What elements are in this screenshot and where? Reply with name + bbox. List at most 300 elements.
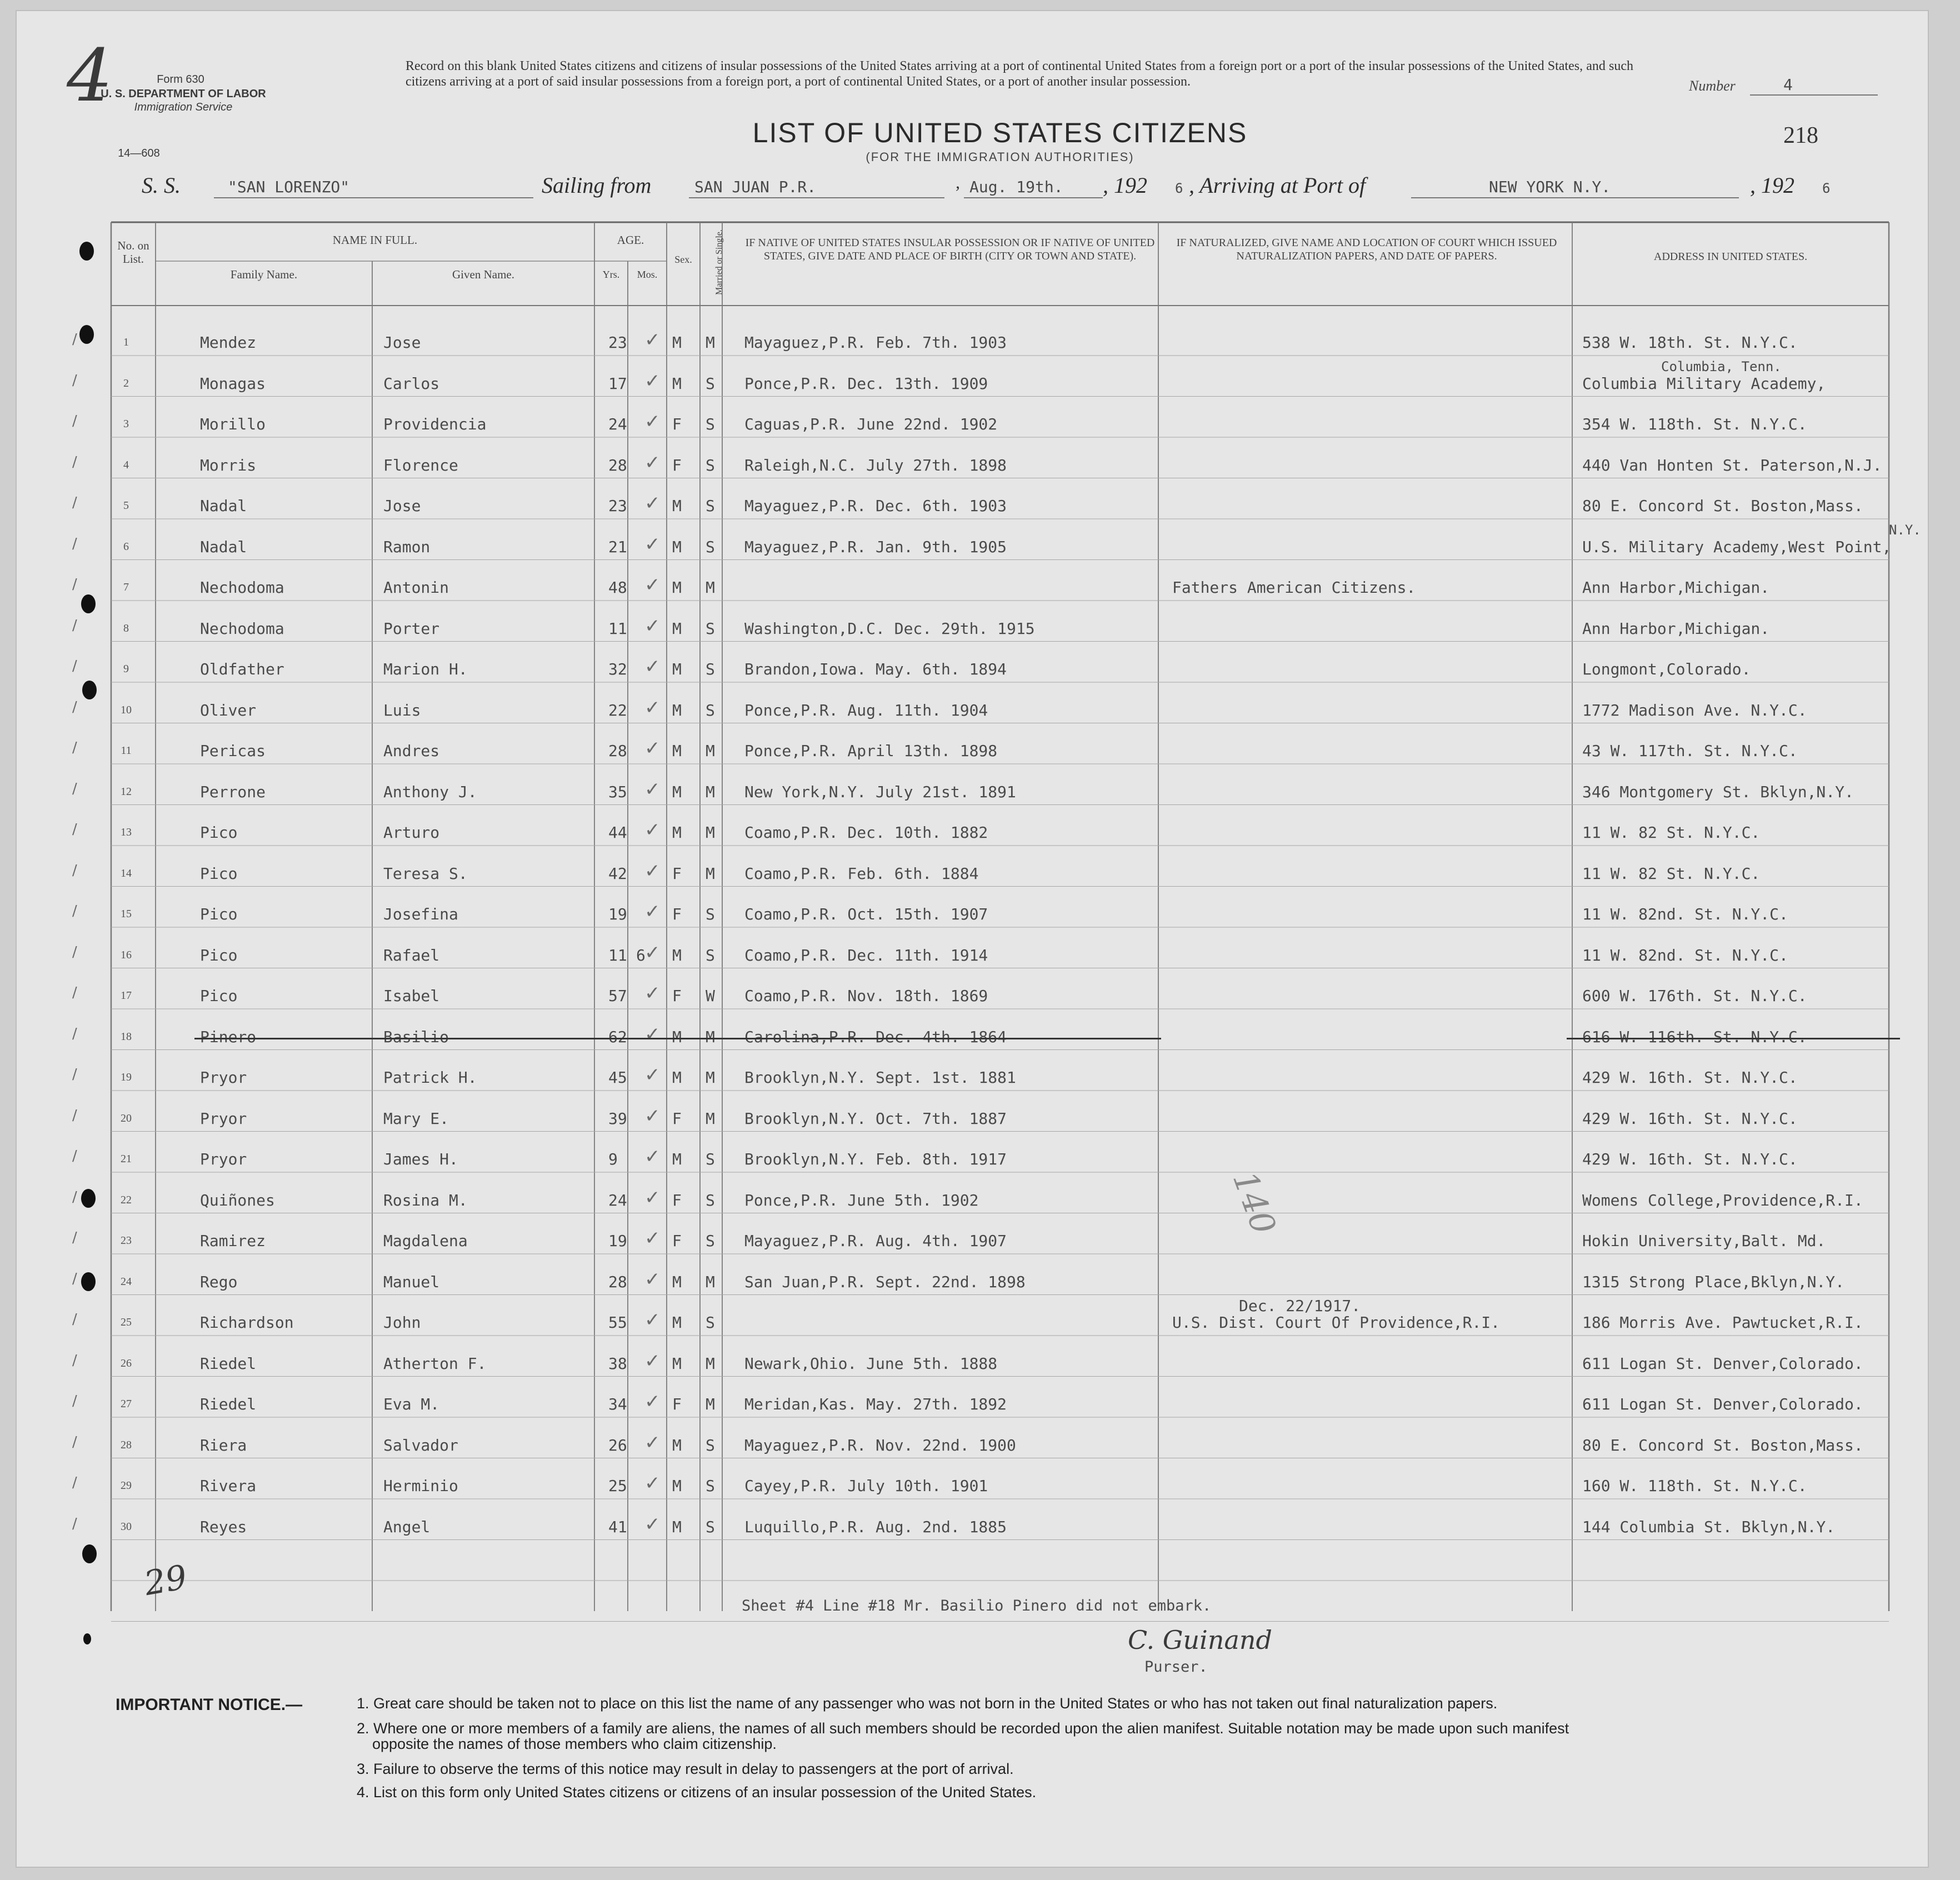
naturalization-court: U.S. Dist. Court Of Providence,R.I.: [1172, 1313, 1501, 1332]
sex: F: [672, 864, 682, 883]
header-given: Given Name.: [452, 268, 514, 281]
marital-status: M: [706, 1027, 715, 1046]
family-name: Reyes: [200, 1517, 247, 1536]
header-address: ADDRESS IN UNITED STATES.: [1653, 251, 1808, 263]
birth-place-date: Cayey,P.R. July 10th. 1901: [744, 1477, 988, 1495]
notice-1: 1. Great care should be taken not to place on this list the name of any passenger who was not born in the United States or who has not taken out final naturalization papers.: [357, 1695, 1498, 1712]
given-name: Angel: [383, 1517, 431, 1536]
sex: M: [672, 1150, 682, 1168]
given-name: Arturo: [383, 823, 440, 842]
margin-tick-icon: /: [72, 576, 77, 593]
birth-place-date: Raleigh,N.C. July 27th. 1898: [744, 456, 1007, 474]
punch-hole: [83, 1633, 91, 1644]
family-name: Pico: [200, 946, 238, 964]
marital-status: M: [706, 823, 715, 842]
family-name: Rivera: [200, 1477, 257, 1495]
number-label: Number: [1689, 78, 1736, 94]
sex: M: [672, 1027, 682, 1046]
sex: M: [672, 1313, 682, 1332]
us-address: 144 Columbia St. Bklyn,N.Y.: [1582, 1517, 1836, 1536]
check-mark-icon: ✓: [644, 1349, 661, 1372]
check-mark-icon: ✓: [644, 901, 661, 923]
us-address: Ann Harbor,Michigan.: [1582, 619, 1770, 638]
family-name: Ramirez: [200, 1232, 266, 1250]
sex: F: [672, 905, 682, 923]
age-years: 34: [608, 1395, 627, 1413]
given-name: Manuel: [383, 1272, 440, 1291]
given-name: Basilio: [383, 1027, 449, 1046]
row-number: 17: [121, 989, 132, 1002]
us-address: 11 W. 82 St. N.Y.C.: [1582, 864, 1761, 883]
family-name: Richardson: [200, 1313, 294, 1332]
service: Immigration Service: [134, 101, 233, 113]
birth-place-date: Ponce,P.R. June 5th. 1902: [744, 1191, 979, 1209]
marital-status: M: [706, 578, 715, 597]
us-address: 611 Logan St. Denver,Colorado.: [1582, 1395, 1863, 1413]
row-number: 18: [121, 1030, 132, 1043]
marital-status: S: [706, 946, 715, 964]
sex: M: [672, 742, 682, 760]
check-mark-icon: ✓: [644, 1268, 661, 1291]
family-name: Oliver: [200, 701, 257, 719]
margin-mark: 29: [141, 1557, 190, 1604]
age-years: 32: [608, 660, 627, 678]
check-mark-icon: ✓: [644, 737, 661, 759]
row-number: 23: [121, 1234, 132, 1247]
given-name: Herminio: [383, 1477, 458, 1495]
birth-place-date: New York,N.Y. July 21st. 1891: [744, 782, 1016, 801]
row-number: 20: [121, 1112, 132, 1124]
birth-place-date: Mayaguez,P.R. Aug. 4th. 1907: [744, 1232, 1007, 1250]
punch-hole: [81, 1272, 96, 1291]
margin-tick-icon: /: [72, 943, 77, 961]
intro-text: Record on this blank United States citizens and citizens of insular possessions of the United States arriving at a port of continental United States from a foreign port or a port of the insular possessions of the United States, and such citizens arriving at a port of said insular possessions from a foreign port, a port of continental United States, or a port of another insular possession.: [406, 59, 1633, 89]
given-name: Andres: [383, 742, 440, 760]
age-years: 48: [608, 578, 627, 597]
arriving-label: , Arriving at Port of: [1189, 173, 1366, 198]
marital-status: M: [706, 742, 715, 760]
us-address: 1772 Madison Ave. N.Y.C.: [1582, 701, 1807, 719]
row-number: 16: [121, 948, 132, 961]
marital-status: S: [706, 374, 715, 393]
birth-place-date: San Juan,P.R. Sept. 22nd. 1898: [744, 1272, 1026, 1291]
row-number: 6: [123, 540, 129, 553]
age-years: 11: [608, 619, 627, 638]
sex: M: [672, 497, 682, 515]
sail-date: Aug. 19th.: [969, 178, 1063, 196]
family-name: Oldfather: [200, 660, 284, 678]
birth-place-date: Coamo,P.R. Dec. 10th. 1882: [744, 823, 988, 842]
us-address: 429 W. 16th. St. N.Y.C.: [1582, 1150, 1798, 1168]
given-name: Josefina: [383, 905, 458, 923]
margin-tick-icon: /: [72, 453, 77, 471]
marital-status: W: [706, 987, 715, 1005]
marital-status: M: [706, 782, 715, 801]
sheet-mark: 4: [67, 33, 113, 118]
ss-label: S. S.: [142, 173, 181, 198]
family-name: Pinero: [200, 1027, 257, 1046]
birth-place-date: Ponce,P.R. Dec. 13th. 1909: [744, 374, 988, 393]
margin-tick-icon: /: [72, 494, 77, 511]
us-address: 354 W. 118th. St. N.Y.C.: [1582, 415, 1807, 433]
margin-tick-icon: /: [72, 1393, 77, 1409]
family-name: Pico: [200, 905, 238, 923]
arriving-port: NEW YORK N.Y.: [1489, 178, 1611, 196]
check-mark-icon: ✓: [644, 1104, 661, 1127]
row-number: 22: [121, 1193, 132, 1206]
us-address: 160 W. 118th. St. N.Y.C.: [1582, 1477, 1807, 1495]
marital-status: S: [706, 497, 715, 515]
margin-tick-icon: /: [72, 1515, 77, 1532]
family-name: Pryor: [200, 1109, 247, 1128]
row-number: 26: [121, 1357, 132, 1369]
given-name: John: [383, 1313, 421, 1332]
us-address: Columbia Military Academy,: [1582, 374, 1826, 393]
age-years: 62: [608, 1027, 627, 1046]
row-number: 3: [123, 418, 129, 430]
us-address-extra: N.Y.: [1889, 522, 1921, 538]
age-years: 44: [608, 823, 627, 842]
sex: F: [672, 1109, 682, 1128]
margin-tick-icon: /: [72, 1270, 77, 1287]
row-number: 11: [121, 744, 132, 757]
margin-tick-icon: /: [72, 821, 77, 838]
sex: M: [672, 1436, 682, 1454]
given-name: Carlos: [383, 374, 440, 393]
margin-tick-icon: /: [72, 1433, 77, 1451]
age-years: 24: [608, 415, 627, 433]
page-number: 218: [1783, 123, 1818, 148]
us-address: 538 W. 18th. St. N.Y.C.: [1582, 333, 1798, 352]
given-name: Rafael: [383, 946, 440, 964]
us-address: 11 W. 82nd. St. N.Y.C.: [1582, 905, 1788, 923]
row-number: 30: [121, 1520, 132, 1533]
marital-status: M: [706, 1109, 715, 1128]
margin-tick-icon: /: [72, 739, 77, 756]
sex: M: [672, 1477, 682, 1495]
embark-note: Sheet #4 Line #18 Mr. Basilio Pinero did not embark.: [742, 1597, 1212, 1614]
row-number: 29: [121, 1479, 132, 1492]
margin-tick-icon: /: [72, 1148, 77, 1164]
manifest-sheet: 4 Form 630 U. S. DEPARTMENT OF LABOR Immigration Service 14—608 Record on this blank United States citizens and citizens of insular possessions of the United States arriving at a port of continental United States from a foreign port or a port of the insular possessions of the United States, and such citizens arriving at a port of said insular possessions from a foreign port, a port of continental United States, or a port of another insular possession. Number 4 LIST OF UNITED STATES CITIZENS (FOR THE IMMIGRATION AUTHORITIES) 218 S. S. "SAN LORENZO" Sailing from SAN JUAN P.R. , Aug. 19th. , 192 6 , Arriving at Port of NEW YORK N.Y. , 192 6 No. on List. NAME IN FULL. Family Name. Given Name. AGE. Yrs. Mos. Sex. Married or Single. IF NATIVE OF UNITED STATES INSULAR POSSESSION OR IF NATIVE OF UNITED STATES, GIVE DATE AND PLACE OF BIRTH (CITY OR TOWN AND STATE). IF NATURALIZED, GIVE NAME AND LOCATION OF COURT WHICH ISSUED NATURALIZATION PAPERS, AND DATE OF PAPERS. ADDRESS IN UNITED STATES. 1 Mendez Jose 23 M M Mayaguez,P.R. Feb. 7th. 1903 538 W. 18th. St. N.Y.C. ✓ / 2 Monagas Carlos 17 M S Ponce,P.R. Dec. 13th. 1909 Columbia Military Academy, Columbia, Tenn. ✓ / 3 Morillo Providencia 24 F S Caguas,P.R. June 22nd. 1902 354 W. 118th. St. N.Y.C. ✓ / 4 Morris Florence 28 F S Raleigh,N.C. July 27th. 1898 440 Van Honten St. Paterson,N.J. ✓ / 5 Nadal Jose 23 M S Mayaguez,P.R. Dec. 6th. 1903 80 E. Concord St. Boston,Mass. ✓ / 6 Nadal Ramon 21 M S Mayaguez,P.R. Jan. 9th. 1905 U.S. Military Academy,West Point, N.Y. ✓ / 7 Nechodoma Antonin 48 M M Fathers American Citizens. Ann Harbor,Michigan. ✓ / 8 Nechodoma Porter 11 M S Washington,D.C. Dec. 29th. 1915 Ann Harbor,Michigan. ✓ / 9 Oldfather Marion H. 32 M S Brandon,Iowa. May. 6th. 1894 Longmont,Colorado. ✓ / 10 Oliver Luis 22 M S Ponce,P.R. Aug. 11th. 1904 1772 Madison Ave. N.Y.C. ✓ / 11 Pericas Andres 28 M M Ponce,P.R. April 13th. 1898 43 W. 117th. St. N.Y.C. ✓ / 12 Perrone Anthony J. 35 M M New York,N.Y. July 21st. 1891 346 Montgomery St. Bklyn,N.Y. ✓ / 13 Pico Arturo 44 M M Coamo,P.R. Dec. 10th. 1882 11 W. 82 St. N.Y.C. ✓ / 14 Pico Teresa S. 42 F M Coamo,P.R. Feb. 6th. 1884 11 W. 82 St. N.Y.C. ✓ / 15 Pico Josefina 19 F S Coamo,P.R. Oct. 15th. 1907 11 W. 82nd. St. N.Y.C. ✓ / 16 Pico Rafael 11 6 M S Coamo,P.R. Dec. 11th. 1914 11 W. 82nd. St. N.Y.C. ✓ / 17 Pico Isabel 57 F W Coamo,P.R. Nov. 18th. 1869 600 W. 176th. St. N.Y.C. ✓ / 18 Pinero Basilio 62 M M Carolina,P.R. Dec. 4th. 1864 616 W. 116th. St. N.Y.C. ✓ / 19 Pryor Patrick H. 45 M M Brooklyn,N.Y. Sept. 1st. 1881 429 W. 16th. St. N.Y.C. ✓ / 20 Pryor Mary E. 39 F M Brooklyn,N.Y. Oct. 7th. 1887 429 W. 16th. St. N.Y.C. ✓ / 21 Pryor James H. 9 M S Brooklyn,N.Y. Feb. 8th. 1917 429 W. 16th. St. N.Y.C. ✓ / 22 Quiñones Rosina M. 24 F S Ponce,P.R. June 5th. 1902 Womens College,Providence,R.I. ✓ / 23 Ramirez Magdalena 19 F S Mayaguez,P.R. Aug. 4th. 1907 Hokin University,Balt. Md. ✓ / 24 Rego Manuel 28 M M San Juan,P.R. Sept. 22nd. 1898 1315 Strong Place,Bklyn,N.Y. ✓ / 25 Richardson John 55 M S Dec. 22/1917. U.S. Dist. Court Of Providence,R.I. 186 Morris Ave. Pawtucket,R.I. ✓ / 26 Riedel Atherton F. 38 M M Newark,Ohio. June 5th. 1888 611 Logan St. Denver,Colorado. ✓ / 27 Riedel Eva M. 34 F M Meridan,Kas. May. 27th. 1892 611 Logan St. Denver,Colorado. ✓ / 28 Riera Salvador 26 M S Mayaguez,P.R. Nov. 22nd. 1900 80 E. Concord St. Boston,Mass. ✓ / 29 Rivera Herminio 25 M S Cayey,P.R. July 10th. 1901 160 W. 118th. St. N.Y.C. ✓ / 30 Reyes Angel 41 M S Luquillo,P.R. Aug. 2nd. 1885 144 Columbia St. Bklyn,N.Y. ✓ / Sheet #4 Line #18 Mr. Basilio Pinero did not embark. C. Guinand Purser. 29 140 IMPORTANT NOTICE.— 1. Great care should be taken not to place on this list the name of any passenger who was not born in the United States or who has not taken out final naturalization papers. 2. Where one or more members of a family are aliens, the names of all such members should be recorded upon the alien manifest. Suitable notation may be made upon such manifest opposite the names of those members who claim citizenship. 3. Failure to observe the terms of this notice may result in delay to passengers at the port of arrival. 4. List on this form only United States citizens or citizens of an insular possession of the United States.: [17, 11, 1928, 1867]
sailing-label: Sailing from: [542, 173, 652, 198]
marital-status: S: [706, 905, 715, 923]
check-mark-icon: ✓: [644, 369, 661, 392]
family-name: Nadal: [200, 537, 247, 556]
us-address: 11 W. 82nd. St. N.Y.C.: [1582, 946, 1788, 964]
us-address: 429 W. 16th. St. N.Y.C.: [1582, 1109, 1798, 1128]
given-name: Magdalena: [383, 1232, 468, 1250]
check-mark-icon: ✓: [644, 819, 661, 841]
family-name: Pryor: [200, 1150, 247, 1168]
sex: M: [672, 1272, 682, 1291]
birth-place-date: Coamo,P.R. Feb. 6th. 1884: [744, 864, 979, 883]
given-name: Mary E.: [383, 1109, 449, 1128]
row-number: 21: [121, 1153, 132, 1165]
margin-tick-icon: /: [72, 1474, 77, 1491]
margin-tick-icon: /: [72, 372, 77, 389]
birth-place-date: Coamo,P.R. Dec. 11th. 1914: [744, 946, 988, 964]
header-name-full: NAME IN FULL.: [332, 233, 418, 247]
margin-tick-icon: /: [72, 1188, 77, 1206]
sex: F: [672, 1191, 682, 1209]
header-sex: Sex.: [674, 254, 692, 265]
age-months: 6: [636, 946, 646, 964]
given-name: Luis: [383, 701, 421, 719]
age-years: 19: [608, 1232, 627, 1250]
department: U. S. DEPARTMENT OF LABOR: [101, 88, 266, 100]
row-number: 14: [121, 867, 132, 879]
margin-tick-icon: /: [72, 1107, 77, 1124]
strike-line: [1567, 1038, 1900, 1039]
sex: F: [672, 415, 682, 433]
us-address: 440 Van Honten St. Paterson,N.J.: [1582, 456, 1882, 474]
sex: F: [672, 456, 682, 474]
sex: M: [672, 374, 682, 393]
age-years: 41: [608, 1517, 627, 1536]
birth-place-date: Mayaguez,P.R. Feb. 7th. 1903: [744, 333, 1007, 352]
row-number: 19: [121, 1071, 132, 1083]
sailing-from: SAN JUAN P.R.: [694, 178, 817, 196]
age-years: 11: [608, 946, 627, 964]
check-mark-icon: ✓: [644, 533, 661, 556]
us-address: Ann Harbor,Michigan.: [1582, 578, 1770, 597]
age-years: 17: [608, 374, 627, 393]
check-mark-icon: ✓: [644, 859, 661, 882]
year-prefix: , 192: [1103, 173, 1147, 198]
us-address: 80 E. Concord St. Boston,Mass.: [1582, 1436, 1863, 1454]
family-name: Morris: [200, 456, 257, 474]
row-number: 13: [121, 826, 132, 838]
birth-place-date: Mayaguez,P.R. Nov. 22nd. 1900: [744, 1436, 1016, 1454]
age-years: 55: [608, 1313, 627, 1332]
ship-name: "SAN LORENZO": [228, 178, 350, 196]
sex: M: [672, 537, 682, 556]
row-number: 15: [121, 908, 132, 920]
given-name: Ramon: [383, 537, 431, 556]
age-years: 28: [608, 742, 627, 760]
birth-place-date: Brooklyn,N.Y. Sept. 1st. 1881: [744, 1068, 1016, 1087]
family-name: Pico: [200, 987, 238, 1005]
family-name: Monagas: [200, 374, 266, 393]
marital-status: S: [706, 619, 715, 638]
margin-tick-icon: /: [72, 658, 77, 674]
sex: M: [672, 660, 682, 678]
punch-hole: [79, 242, 94, 261]
age-years: 24: [608, 1191, 627, 1209]
marital-status: S: [706, 1150, 715, 1168]
age-years: 23: [608, 497, 627, 515]
row-number: 8: [123, 622, 129, 634]
age-years: 19: [608, 905, 627, 923]
birth-place-date: Brooklyn,N.Y. Oct. 7th. 1887: [744, 1109, 1007, 1128]
family-name: Perrone: [200, 782, 266, 801]
marital-status: S: [706, 456, 715, 474]
family-name: Rego: [200, 1272, 238, 1291]
given-name: Isabel: [383, 987, 440, 1005]
check-mark-icon: ✓: [644, 1146, 661, 1168]
marital-status: S: [706, 1232, 715, 1250]
us-address: 429 W. 16th. St. N.Y.C.: [1582, 1068, 1798, 1087]
number-value: 4: [1783, 76, 1793, 94]
naturalization-date: Dec. 22/1917.: [1239, 1297, 1361, 1315]
row-number: 10: [121, 703, 132, 716]
marital-status: S: [706, 701, 715, 719]
row-number: 24: [121, 1275, 132, 1288]
sex: M: [672, 333, 682, 352]
margin-tick-icon: /: [72, 331, 77, 348]
age-years: 28: [608, 456, 627, 474]
marital-status: S: [706, 1436, 715, 1454]
sex: F: [672, 1395, 682, 1413]
sex: M: [672, 578, 682, 597]
us-address: U.S. Military Academy,West Point,: [1582, 537, 1892, 556]
row-number: 28: [121, 1438, 132, 1451]
form-number: Form 630: [157, 73, 204, 86]
given-name: Jose: [383, 497, 421, 515]
age-years: 21: [608, 537, 627, 556]
page-title: LIST OF UNITED STATES CITIZENS: [752, 117, 1248, 148]
age-years: 22: [608, 701, 627, 719]
punch-hole: [82, 681, 97, 699]
margin-tick-icon: /: [72, 1311, 77, 1328]
check-mark-icon: ✓: [644, 1431, 661, 1454]
given-name: James H.: [383, 1150, 458, 1168]
row-number: 5: [123, 499, 129, 512]
family-name: Pico: [200, 823, 238, 842]
check-mark-icon: ✓: [644, 574, 661, 596]
age-years: 28: [608, 1272, 627, 1291]
given-name: Providencia: [383, 415, 487, 433]
header-no: No. on List.: [117, 239, 149, 266]
check-mark-icon: ✓: [644, 778, 661, 801]
family-name: Nechodoma: [200, 578, 284, 597]
age-years: 45: [608, 1068, 627, 1087]
sex: M: [672, 1068, 682, 1087]
check-mark-icon: ✓: [644, 411, 661, 433]
birth-place-date: Carolina,P.R. Dec. 4th. 1864: [744, 1027, 1007, 1046]
check-mark-icon: ✓: [644, 492, 661, 514]
punch-hole: [82, 1544, 97, 1563]
given-name: Teresa S.: [383, 864, 468, 883]
birth-place-date: Coamo,P.R. Nov. 18th. 1869: [744, 987, 988, 1005]
given-name: Eva M.: [383, 1395, 440, 1413]
given-name: Rosina M.: [383, 1191, 468, 1209]
row-number: 2: [123, 377, 129, 389]
check-mark-icon: ✓: [644, 941, 661, 964]
notice-3: 3. Failure to observe the terms of this notice may result in delay to passengers at the port of arrival.: [357, 1761, 1014, 1777]
marital-status: M: [706, 1068, 715, 1087]
margin-tick-icon: /: [72, 862, 77, 879]
punch-hole: [81, 1189, 96, 1208]
check-mark-icon: ✓: [644, 696, 661, 719]
margin-tick-icon: /: [72, 1352, 77, 1369]
marital-status: S: [706, 537, 715, 556]
row-number: 7: [123, 581, 129, 593]
check-mark-icon: ✓: [644, 451, 661, 474]
purser-title: Purser.: [1144, 1658, 1208, 1676]
margin-tick-icon: /: [72, 535, 77, 552]
given-name: Jose: [383, 333, 421, 352]
check-mark-icon: ✓: [644, 1023, 661, 1046]
header-family: Family Name.: [230, 268, 298, 281]
age-years: 23: [608, 333, 627, 352]
marital-status: M: [706, 1272, 715, 1291]
sex: M: [672, 619, 682, 638]
given-name: Antonin: [383, 578, 449, 597]
us-address: Womens College,Providence,R.I.: [1582, 1191, 1863, 1209]
age-years: 26: [608, 1436, 627, 1454]
header-birth: IF NATIVE OF UNITED STATES INSULAR POSSESSION OR IF NATIVE OF UNITED STATES, GIVE DATE AND PLACE OF BIRTH (CITY OR TOWN AND STATE).: [745, 237, 1155, 262]
family-name: Morillo: [200, 415, 266, 433]
strike-line: [194, 1038, 1161, 1039]
given-name: Atherton F.: [383, 1354, 487, 1373]
us-address: 43 W. 117th. St. N.Y.C.: [1582, 742, 1798, 760]
check-mark-icon: ✓: [644, 1391, 661, 1413]
margin-tick-icon: /: [72, 617, 77, 634]
row-number: 12: [121, 785, 132, 798]
year-digit: 6: [1175, 181, 1183, 196]
sex: M: [672, 701, 682, 719]
family-name: Nechodoma: [200, 619, 284, 638]
stamp-mark: 140: [1224, 1166, 1283, 1239]
margin-tick-icon: /: [72, 413, 77, 429]
birth-place-date: Meridan,Kas. May. 27th. 1892: [744, 1395, 1007, 1413]
marital-status: S: [706, 1313, 715, 1332]
check-mark-icon: ✓: [644, 656, 661, 678]
given-name: Anthony J.: [383, 782, 477, 801]
us-address: 611 Logan St. Denver,Colorado.: [1582, 1354, 1863, 1373]
given-name: Marion H.: [383, 660, 468, 678]
sex: M: [672, 1517, 682, 1536]
marital-status: M: [706, 1354, 715, 1373]
row-number: 9: [123, 663, 129, 675]
family-name: Riedel: [200, 1395, 257, 1413]
marital-status: M: [706, 864, 715, 883]
check-mark-icon: ✓: [644, 1513, 661, 1536]
family-name: Riedel: [200, 1354, 257, 1373]
sex: M: [672, 782, 682, 801]
header-yrs: Yrs.: [602, 269, 620, 280]
us-address: Longmont,Colorado.: [1582, 660, 1751, 678]
given-name: Florence: [383, 456, 458, 474]
notice-2a: 2. Where one or more members of a family are aliens, the names of all such members should be recorded upon the alien manifest. Suitable notation may be made upon such manifest: [357, 1720, 1569, 1737]
margin-tick-icon: /: [72, 1066, 77, 1083]
us-address: 186 Morris Ave. Pawtucket,R.I.: [1582, 1313, 1863, 1332]
age-years: 9: [608, 1150, 618, 1168]
age-years: 57: [608, 987, 627, 1005]
us-address: 600 W. 176th. St. N.Y.C.: [1582, 987, 1807, 1005]
us-address: Hokin University,Balt. Md.: [1582, 1232, 1826, 1250]
sex: M: [672, 823, 682, 842]
birth-place-date: Ponce,P.R. April 13th. 1898: [744, 742, 998, 760]
punch-hole: [81, 594, 96, 613]
naturalization-court: Fathers American Citizens.: [1172, 578, 1416, 597]
marital-status: M: [706, 333, 715, 352]
marital-status: S: [706, 1191, 715, 1209]
age-years: 39: [608, 1109, 627, 1128]
birth-place-date: Caguas,P.R. June 22nd. 1902: [744, 415, 998, 433]
birth-place-date: Luquillo,P.R. Aug. 2nd. 1885: [744, 1517, 1007, 1536]
us-address: 346 Montgomery St. Bklyn,N.Y.: [1582, 782, 1854, 801]
check-mark-icon: ✓: [644, 1309, 661, 1331]
notice-title: IMPORTANT NOTICE.—: [116, 1696, 303, 1714]
margin-tick-icon: /: [72, 698, 77, 716]
age-years: 42: [608, 864, 627, 883]
age-years: 35: [608, 782, 627, 801]
marital-status: S: [706, 415, 715, 433]
row-number: 1: [123, 336, 129, 348]
